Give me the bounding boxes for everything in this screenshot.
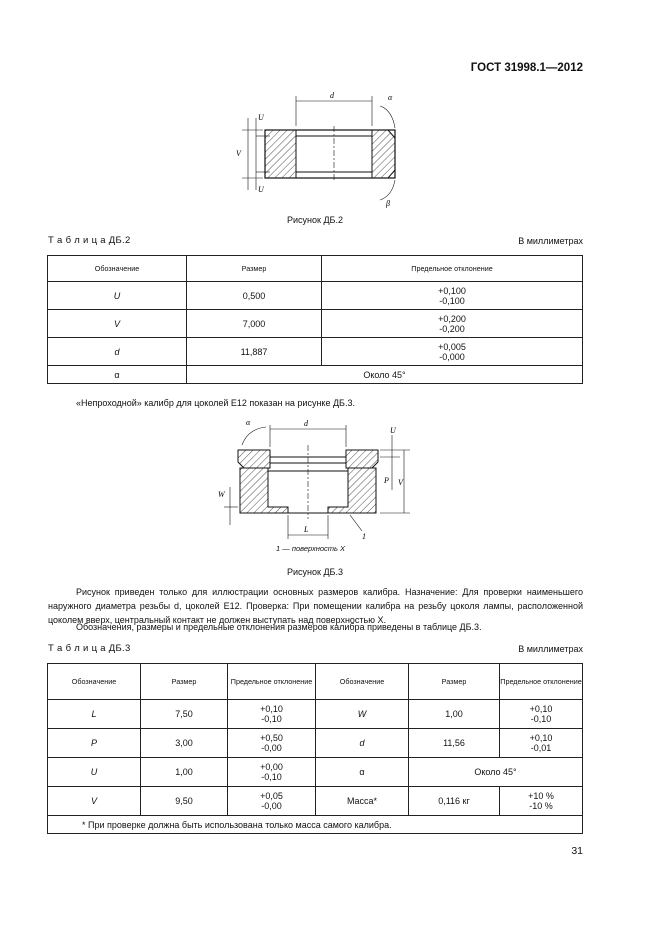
th-size: Размер <box>187 256 322 282</box>
table-db3: Обозначение Размер Предельное отклонение Обозначение Размер Предельное отклонение L 7,50 +0,10 -0,10 W 1,00 +0,10 -0,10 P 3,00 +0,50 -0,00 d 11,56 +0,10 -0,01 U 1,00 +0,00 -0,10 α Около 45° V 9,50 +0,05 -0,00 Масса* 0,116 кг +10 % -10 % * При проверке должна быть использована только масса самого калибра. <box>47 663 583 834</box>
figure-db3-drawing <box>210 415 410 555</box>
table-db2-title: Т а б л и ц а ДБ.2 <box>48 235 131 246</box>
fig3-label-l: L <box>304 525 309 534</box>
label-v: V <box>236 149 241 158</box>
fig3-label-u: U <box>390 426 396 435</box>
label-alpha: α <box>388 93 393 102</box>
table-db3-footnote: * При проверке должна быть использована только масса самого калибра. <box>48 816 583 834</box>
table-db3-title: Т а б л и ц а ДБ.3 <box>48 643 131 654</box>
figure-db3-legend: 1 — поверхность X <box>276 544 346 553</box>
table-row: d 11,887 +0,005 -0,000 <box>48 338 583 366</box>
fig3-label-w: W <box>218 490 225 499</box>
fig3-label-1: 1 <box>362 532 366 541</box>
label-u-bottom: U <box>258 185 264 194</box>
intro-text: «Непроходной» калибр для цоколей Е12 показан на рисунке ДБ.3. <box>76 398 355 408</box>
table-row: L 7,50 +0,10 -0,10 W 1,00 +0,10 -0,10 <box>48 700 583 729</box>
figure-db3-caption: Рисунок ДБ.3 <box>287 567 343 577</box>
label-u-top: U <box>258 113 264 122</box>
th-deviation: Предельное отклонение <box>322 256 583 282</box>
th-symbol: Обозначение <box>48 256 187 282</box>
table-row: α Около 45° <box>48 366 583 384</box>
label-beta: β <box>386 199 390 208</box>
table-row: U 0,500 +0,100 -0,100 <box>48 282 583 310</box>
figure-db2-drawing <box>230 88 410 213</box>
paragraph-1: Рисунок приведен только для иллюстрации основных размеров калибра. Назначение: Для проверки наименьшего наружного диаметра резьбы d, цоколей Е12. Проверка: При помещении калибра на резьбу цоколя лампы, расположенной цоколем вверх, центральный контакт не должен выступать над поверхностью X. <box>48 587 583 625</box>
fig3-label-v: V <box>398 478 403 487</box>
table-row: P 3,00 +0,50 -0,00 d 11,56 +0,10 -0,01 <box>48 729 583 758</box>
paragraph-2: Обозначения, размеры и предельные отклонения размеров калибра приведены в таблице ДБ.3. <box>76 622 482 632</box>
table-db2-units: В миллиметрах <box>518 236 583 246</box>
table-db3-units: В миллиметрах <box>518 644 583 654</box>
table-row: V 7,000 +0,200 -0,200 <box>48 310 583 338</box>
figure-db2-caption: Рисунок ДБ.2 <box>287 215 343 225</box>
fig3-label-d: d <box>304 419 308 428</box>
table-row: U 1,00 +0,00 -0,10 α Около 45° <box>48 758 583 787</box>
fig3-label-p: P <box>384 476 389 485</box>
table-db2 <box>47 255 583 384</box>
standard-header: ГОСТ 31998.1—2012 <box>470 62 583 74</box>
page-number: 31 <box>571 845 583 857</box>
fig3-label-alpha: α <box>246 418 251 427</box>
label-d: d <box>330 91 334 100</box>
table-row: V 9,50 +0,05 -0,00 Масса* 0,116 кг +10 % -10 % <box>48 787 583 816</box>
